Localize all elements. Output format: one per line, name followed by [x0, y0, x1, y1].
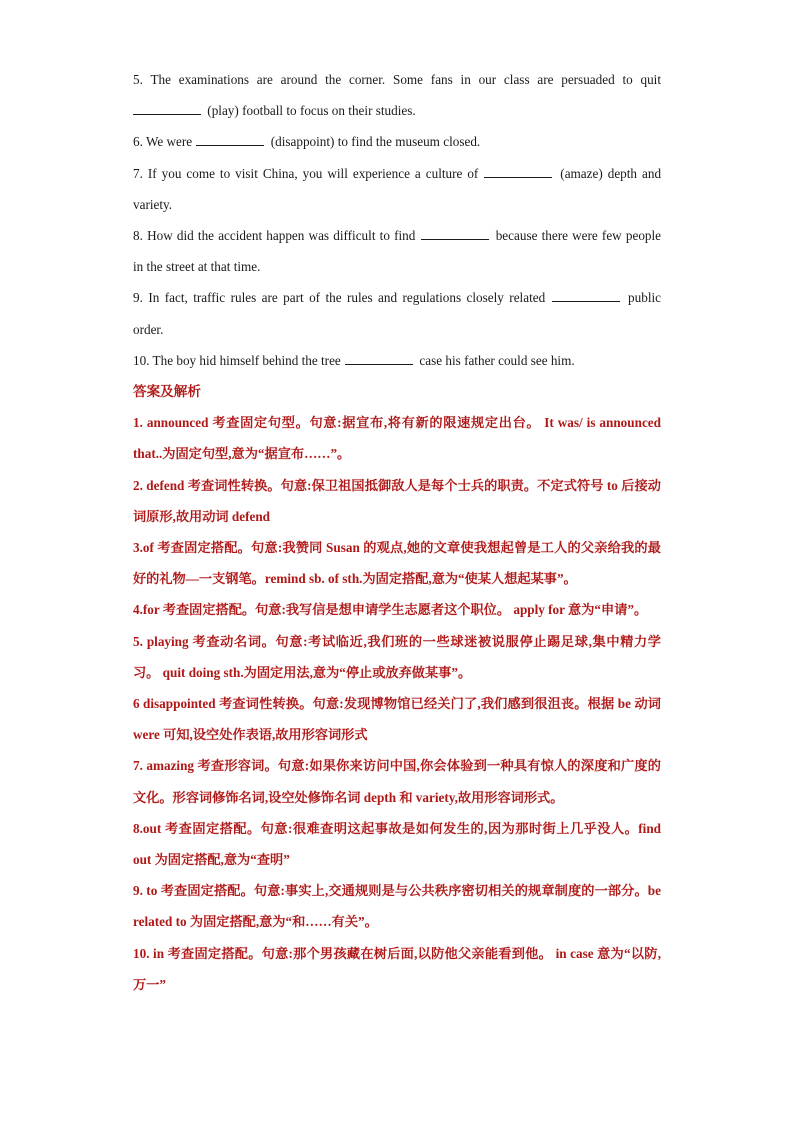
worksheet-page	[133, 64, 661, 1000]
answer-explanation: 5. playing 考查动名词。句意:考试临近,我们班的一些球迷被说服停止踢足球,集中精力学习。 quit doing sth.为固定用法,意为“停止或放弃做某事”。	[133, 633, 661, 680]
answer-explanation: 1. announced 考查固定句型。句意:据宣布,将有新的限速规定出台。 It was/ is announced that..为固定句型,意为“据宣布……”。	[133, 415, 661, 462]
answer-blank[interactable]	[421, 225, 489, 240]
answer-blank[interactable]	[345, 350, 413, 365]
question-number: 10.	[133, 352, 150, 368]
question-number: 8.	[133, 228, 143, 244]
question-text: The boy hid himself behind the tree	[152, 352, 341, 368]
answer-explanation: 8.out 考查固定搭配。句意:很难查明这起事故是如何发生的,因为那时街上几乎没人。find out 为固定搭配,意为“查明”	[133, 820, 661, 868]
question-text: In fact, traffic rules are part of the rules and regulations closely related	[148, 290, 546, 306]
question-text: because there were few people in the street at that time.	[133, 228, 662, 275]
question-6	[133, 126, 661, 157]
question-10	[133, 345, 661, 376]
answer-blank[interactable]	[133, 100, 201, 115]
question-number: 5.	[133, 72, 143, 87]
question-text: case his father could see him.	[419, 352, 575, 368]
answer-heading: 答案及解析	[133, 384, 201, 400]
answer-blank[interactable]	[552, 287, 620, 302]
answer-blank[interactable]	[484, 163, 552, 178]
question-number: 6.	[133, 134, 143, 150]
answer-explanation: 6 disappointed 考查词性转换。句意:发现博物馆已经关门了,我们感到很沮丧。根据 be 动词 were 可知,设空处作表语,故用形容词形式	[133, 696, 661, 743]
question-number: 9.	[133, 290, 143, 306]
answer-explanation: 10. in 考查固定搭配。句意:那个男孩藏在树后面,以防他父亲能看到他。 in case 意为“以防,万一”	[133, 945, 661, 992]
question-text: (play) football to focus on their studies.	[207, 103, 416, 119]
question-text: How did the accident happen was difficult to find	[147, 228, 416, 244]
answer-explanation: 3.of 考查固定搭配。句意:我赞同 Susan 的观点,她的文章使我想起曾是工人的父亲给我的最好的礼物—一支钢笔。remind sb. of sth.为固定搭配,意为“使某人想起某事”。	[133, 540, 661, 587]
question-text: If you come to visit China, you will experience a culture of	[147, 165, 479, 181]
answer-explanation: 7. amazing 考查形容词。句意:如果你来访问中国,你会体验到一种具有惊人的深度和广度的文化。形容词修饰名词,设空处修饰名词 depth 和 variety,故用形容词形式。	[133, 758, 661, 805]
question-5	[133, 64, 661, 126]
question-text: (disappoint) to find the museum closed.	[270, 134, 481, 150]
question-7	[133, 158, 661, 220]
question-number: 7.	[133, 165, 143, 181]
question-text: (amaze) depth and variety.	[133, 165, 662, 212]
question-8	[133, 220, 661, 282]
question-text: public order.	[133, 290, 661, 337]
answer-explanation: 9. to 考查固定搭配。句意:事实上,交通规则是与公共秩序密切相关的规章制度的一部分。be related to 为固定搭配,意为“和……有关”。	[133, 883, 661, 930]
answer-blank[interactable]	[196, 131, 264, 146]
answer-explanation: 2. defend 考查词性转换。句意:保卫祖国抵御敌人是每个士兵的职责。不定式符号 to 后接动词原形,故用动词 defend	[133, 477, 661, 524]
question-text: We were	[145, 134, 193, 150]
answer-explanation: 4.for 考查固定搭配。句意:我写信是想申请学生志愿者这个职位。 apply for 意为“申请”。	[133, 602, 648, 618]
question-text: The examinations are around the corner. Some fans in our class are persuaded to quit	[150, 72, 662, 87]
question-9	[133, 282, 661, 344]
